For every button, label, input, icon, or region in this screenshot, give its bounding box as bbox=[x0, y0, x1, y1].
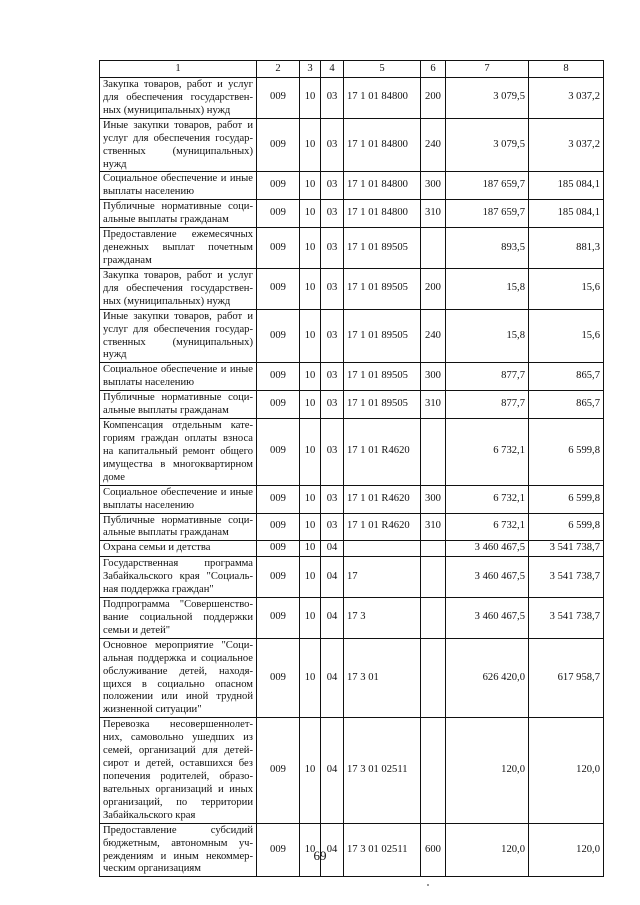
row-sum-2-cell: 6 599,8 bbox=[529, 419, 604, 486]
row-sum-1-cell: 3 079,5 bbox=[446, 118, 529, 172]
row-rz-cell: 10 bbox=[300, 118, 321, 172]
row-name-cell: Публичные нормативные соци-альные выплаты гражданам bbox=[100, 513, 257, 541]
row-pr-cell: 03 bbox=[321, 228, 344, 269]
row-pr-cell: 03 bbox=[321, 309, 344, 363]
row-sum-1-cell: 6 732,1 bbox=[446, 513, 529, 541]
row-ved-cell: 009 bbox=[257, 363, 300, 391]
row-pr-cell: 03 bbox=[321, 485, 344, 513]
row-name-cell: Компенсация отдельным кате-гориям граждан оплаты взноса на капитальный ремонт общего имущества в многоквартирном доме bbox=[100, 419, 257, 486]
table-row bbox=[100, 268, 604, 309]
row-ved-cell: 009 bbox=[257, 419, 300, 486]
table-body bbox=[100, 78, 604, 877]
row-rz-cell: 10 bbox=[300, 419, 321, 486]
table-row bbox=[100, 228, 604, 269]
row-name-cell: Охрана семьи и детства bbox=[100, 541, 257, 557]
row-rz-cell: 10 bbox=[300, 513, 321, 541]
row-name-cell: Иные закупки товаров, работ и услуг для обеспечения государ-ственных (муниципальных) нужд bbox=[100, 118, 257, 172]
row-sum-2-cell: 865,7 bbox=[529, 391, 604, 419]
row-ved-cell: 009 bbox=[257, 268, 300, 309]
row-vr-cell bbox=[421, 557, 446, 598]
row-vr-cell: 300 bbox=[421, 172, 446, 200]
table-row bbox=[100, 78, 604, 119]
row-sum-1-cell: 893,5 bbox=[446, 228, 529, 269]
table-row bbox=[100, 557, 604, 598]
row-csr-cell: 17 1 01 84800 bbox=[344, 118, 421, 172]
table-row bbox=[100, 718, 604, 823]
row-sum-1-cell: 187 659,7 bbox=[446, 172, 529, 200]
row-vr-cell: 300 bbox=[421, 363, 446, 391]
row-name-cell: Публичные нормативные соци-альные выплаты гражданам bbox=[100, 391, 257, 419]
row-csr-cell: 17 1 01 84800 bbox=[344, 78, 421, 119]
row-vr-cell: 300 bbox=[421, 485, 446, 513]
row-csr-cell: 17 1 01 89505 bbox=[344, 228, 421, 269]
row-vr-cell: 240 bbox=[421, 118, 446, 172]
row-sum-2-cell: 6 599,8 bbox=[529, 513, 604, 541]
row-csr-cell bbox=[344, 541, 421, 557]
table-row bbox=[100, 200, 604, 228]
row-vr-cell: 240 bbox=[421, 309, 446, 363]
row-sum-1-cell: 3 460 467,5 bbox=[446, 541, 529, 557]
row-sum-2-cell: 15,6 bbox=[529, 268, 604, 309]
table-row bbox=[100, 638, 604, 718]
row-sum-1-cell: 626 420,0 bbox=[446, 638, 529, 718]
header-cell: 4 bbox=[321, 61, 344, 78]
row-rz-cell: 10 bbox=[300, 200, 321, 228]
row-ved-cell: 009 bbox=[257, 823, 300, 877]
row-vr-cell: 200 bbox=[421, 78, 446, 119]
row-rz-cell: 10 bbox=[300, 391, 321, 419]
row-pr-cell: 03 bbox=[321, 200, 344, 228]
row-sum-1-cell: 3 460 467,5 bbox=[446, 598, 529, 639]
row-pr-cell: 04 bbox=[321, 638, 344, 718]
row-ved-cell: 009 bbox=[257, 513, 300, 541]
row-rz-cell: 10 bbox=[300, 557, 321, 598]
row-pr-cell: 03 bbox=[321, 419, 344, 486]
table-row bbox=[100, 419, 604, 486]
row-sum-2-cell: 120,0 bbox=[529, 823, 604, 877]
table-row bbox=[100, 541, 604, 557]
row-vr-cell: 310 bbox=[421, 391, 446, 419]
row-vr-cell: 600 bbox=[421, 823, 446, 877]
row-sum-1-cell: 15,8 bbox=[446, 309, 529, 363]
row-rz-cell: 10 bbox=[300, 541, 321, 557]
row-pr-cell: 04 bbox=[321, 598, 344, 639]
table-row bbox=[100, 513, 604, 541]
budget-table bbox=[99, 60, 604, 877]
row-name-cell: Публичные нормативные соци-альные выплаты гражданам bbox=[100, 200, 257, 228]
header-cell: 7 bbox=[446, 61, 529, 78]
row-rz-cell: 10 bbox=[300, 598, 321, 639]
row-vr-cell: 200 bbox=[421, 268, 446, 309]
row-name-cell: Закупка товаров, работ и услуг для обеспечения государствен-ных (муниципальных) нужд bbox=[100, 78, 257, 119]
row-vr-cell: 310 bbox=[421, 200, 446, 228]
row-csr-cell: 17 1 01 89505 bbox=[344, 268, 421, 309]
row-name-cell: Социальное обеспечение и иные выплаты населению bbox=[100, 363, 257, 391]
table-header-row bbox=[100, 61, 604, 78]
row-csr-cell: 17 1 01 89505 bbox=[344, 391, 421, 419]
row-csr-cell: 17 1 01 84800 bbox=[344, 172, 421, 200]
row-name-cell: Социальное обеспечение и иные выплаты населению bbox=[100, 485, 257, 513]
page-number: 69 bbox=[313, 848, 327, 863]
row-sum-2-cell: 3 541 738,7 bbox=[529, 598, 604, 639]
row-sum-2-cell: 3 541 738,7 bbox=[529, 541, 604, 557]
row-ved-cell: 009 bbox=[257, 391, 300, 419]
row-rz-cell: 10 bbox=[300, 718, 321, 823]
row-pr-cell: 04 bbox=[321, 823, 344, 877]
row-sum-1-cell: 120,0 bbox=[446, 718, 529, 823]
row-sum-2-cell: 185 084,1 bbox=[529, 172, 604, 200]
table-row bbox=[100, 118, 604, 172]
row-rz-cell: 10 bbox=[300, 485, 321, 513]
table-row bbox=[100, 363, 604, 391]
row-vr-cell bbox=[421, 598, 446, 639]
row-csr-cell: 17 1 01 R4620 bbox=[344, 419, 421, 486]
row-vr-cell bbox=[421, 419, 446, 486]
row-ved-cell: 009 bbox=[257, 541, 300, 557]
row-csr-cell: 17 1 01 89505 bbox=[344, 363, 421, 391]
row-sum-2-cell: 865,7 bbox=[529, 363, 604, 391]
header-cell: 5 bbox=[344, 61, 421, 78]
row-vr-cell bbox=[421, 228, 446, 269]
row-ved-cell: 009 bbox=[257, 172, 300, 200]
row-name-cell: Иные закупки товаров, работ и услуг для обеспечения государ-ственных (муниципальных) нужд bbox=[100, 309, 257, 363]
row-name-cell: Основное мероприятие "Соци-альная поддержка и социальное обслуживание детей, находя-щихся в социально опасном положении или иной трудной жизненной ситуации" bbox=[100, 638, 257, 718]
row-csr-cell: 17 3 01 bbox=[344, 638, 421, 718]
row-sum-2-cell: 15,6 bbox=[529, 309, 604, 363]
row-csr-cell: 17 3 01 02511 bbox=[344, 718, 421, 823]
row-ved-cell: 009 bbox=[257, 200, 300, 228]
row-rz-cell: 10 bbox=[300, 309, 321, 363]
header-cell: 8 bbox=[529, 61, 604, 78]
row-sum-1-cell: 120,0 bbox=[446, 823, 529, 877]
row-name-cell: Перевозка несовершеннолет-них, самовольно ушедших из семей, организаций для детей-сирот и детей, оставшихся без попечения родителей, образо-вательных организаций и иных организаций, по территории Забайкальского края bbox=[100, 718, 257, 823]
row-sum-1-cell: 15,8 bbox=[446, 268, 529, 309]
header-cell: 2 bbox=[257, 61, 300, 78]
row-sum-1-cell: 3 079,5 bbox=[446, 78, 529, 119]
row-sum-2-cell: 6 599,8 bbox=[529, 485, 604, 513]
row-rz-cell: 10 bbox=[300, 823, 321, 877]
row-ved-cell: 009 bbox=[257, 638, 300, 718]
row-vr-cell bbox=[421, 541, 446, 557]
row-sum-1-cell: 3 460 467,5 bbox=[446, 557, 529, 598]
row-pr-cell: 03 bbox=[321, 118, 344, 172]
row-name-cell: Подпрограмма "Совершенство-вание социальной поддержки семьи и детей" bbox=[100, 598, 257, 639]
table-row bbox=[100, 172, 604, 200]
row-sum-1-cell: 6 732,1 bbox=[446, 419, 529, 486]
row-vr-cell bbox=[421, 718, 446, 823]
row-pr-cell: 04 bbox=[321, 557, 344, 598]
table-row bbox=[100, 598, 604, 639]
scan-speck bbox=[427, 884, 429, 886]
row-vr-cell: 310 bbox=[421, 513, 446, 541]
row-pr-cell: 03 bbox=[321, 363, 344, 391]
header-cell: 3 bbox=[300, 61, 321, 78]
row-ved-cell: 009 bbox=[257, 309, 300, 363]
row-name-cell: Предоставление субсидий бюджетным, автономным уч-реждениям и иным некоммер-ческим организациям bbox=[100, 823, 257, 877]
row-sum-1-cell: 187 659,7 bbox=[446, 200, 529, 228]
row-name-cell: Государственная программа Забайкальского края "Социаль-ная поддержка граждан" bbox=[100, 557, 257, 598]
row-sum-2-cell: 3 037,2 bbox=[529, 78, 604, 119]
row-sum-2-cell: 3 541 738,7 bbox=[529, 557, 604, 598]
row-pr-cell: 03 bbox=[321, 268, 344, 309]
row-ved-cell: 009 bbox=[257, 718, 300, 823]
row-pr-cell: 03 bbox=[321, 391, 344, 419]
row-rz-cell: 10 bbox=[300, 78, 321, 119]
row-ved-cell: 009 bbox=[257, 118, 300, 172]
table-row bbox=[100, 309, 604, 363]
header-cell: 1 bbox=[100, 61, 257, 78]
row-csr-cell: 17 3 bbox=[344, 598, 421, 639]
row-rz-cell: 10 bbox=[300, 363, 321, 391]
row-sum-1-cell: 877,7 bbox=[446, 391, 529, 419]
row-sum-2-cell: 881,3 bbox=[529, 228, 604, 269]
row-rz-cell: 10 bbox=[300, 638, 321, 718]
row-sum-2-cell: 185 084,1 bbox=[529, 200, 604, 228]
row-rz-cell: 10 bbox=[300, 228, 321, 269]
row-sum-2-cell: 617 958,7 bbox=[529, 638, 604, 718]
row-pr-cell: 03 bbox=[321, 513, 344, 541]
row-sum-1-cell: 877,7 bbox=[446, 363, 529, 391]
row-vr-cell bbox=[421, 638, 446, 718]
row-csr-cell: 17 3 01 02511 bbox=[344, 823, 421, 877]
row-sum-1-cell: 6 732,1 bbox=[446, 485, 529, 513]
row-csr-cell: 17 1 01 R4620 bbox=[344, 513, 421, 541]
row-ved-cell: 009 bbox=[257, 557, 300, 598]
row-name-cell: Социальное обеспечение и иные выплаты населению bbox=[100, 172, 257, 200]
table-row bbox=[100, 391, 604, 419]
row-pr-cell: 03 bbox=[321, 78, 344, 119]
row-ved-cell: 009 bbox=[257, 598, 300, 639]
header-cell: 6 bbox=[421, 61, 446, 78]
row-pr-cell: 03 bbox=[321, 172, 344, 200]
row-ved-cell: 009 bbox=[257, 78, 300, 119]
row-sum-2-cell: 3 037,2 bbox=[529, 118, 604, 172]
row-csr-cell: 17 1 01 R4620 bbox=[344, 485, 421, 513]
row-rz-cell: 10 bbox=[300, 268, 321, 309]
row-pr-cell: 04 bbox=[321, 718, 344, 823]
row-name-cell: Закупка товаров, работ и услуг для обеспечения государствен-ных (муниципальных) нужд bbox=[100, 268, 257, 309]
row-ved-cell: 009 bbox=[257, 228, 300, 269]
row-csr-cell: 17 1 01 89505 bbox=[344, 309, 421, 363]
row-pr-cell: 04 bbox=[321, 541, 344, 557]
row-csr-cell: 17 1 01 84800 bbox=[344, 200, 421, 228]
row-sum-2-cell: 120,0 bbox=[529, 718, 604, 823]
table-row bbox=[100, 485, 604, 513]
row-rz-cell: 10 bbox=[300, 172, 321, 200]
row-ved-cell: 009 bbox=[257, 485, 300, 513]
row-csr-cell: 17 bbox=[344, 557, 421, 598]
row-name-cell: Предоставление ежемесячных денежных выплат почетным гражданам bbox=[100, 228, 257, 269]
